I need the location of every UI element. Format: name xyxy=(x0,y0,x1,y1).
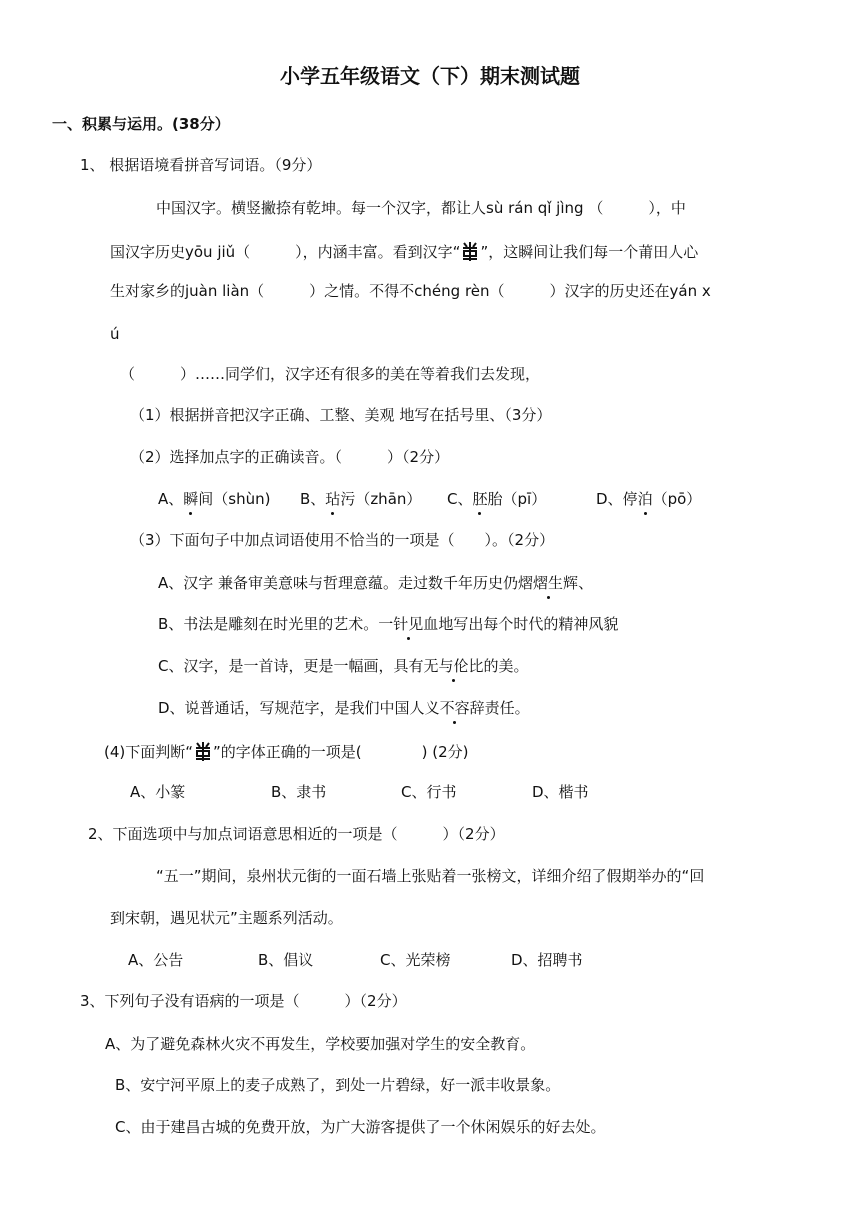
question-1-label: 1、 根据语境看拼音写词语。（9分） xyxy=(80,156,322,174)
question-3-option-c[interactable]: C、由于建昌古城的免费开放，为广大游客提供了一个休闲娱乐的好去处。 xyxy=(115,1118,606,1136)
page-title: 小学五年级语文（下）期末测试题 xyxy=(280,64,580,88)
sub-question-3: （3）下面句子中加点词语使用不恰当的一项是（ ）。（2分） xyxy=(130,531,555,549)
question-3-label: 3、下列句子没有语病的一项是（ ）（2分） xyxy=(80,992,407,1010)
sub-question-4-option-b[interactable]: B、隶书 xyxy=(271,783,327,801)
sub-question-4-end: ”的字体正确的一项是( ) (2分) xyxy=(213,743,469,761)
sub-question-2: （2）选择加点字的正确读音。（ ）（2分） xyxy=(130,448,450,466)
passage-line-2-start: 国汉字历史yōu jiǔ（ ），内涵丰富。看到汉字“ xyxy=(110,243,461,261)
question-2-label: 2、下面选项中与加点词语意思相近的一项是（ ）（2分） xyxy=(88,825,505,843)
passage-line-3: 生对家乡的juàn liàn（ ）之情。不得不chéng rèn（ ）汉字的历史还在yán x xyxy=(110,282,711,300)
dotted-phrase: 一针见血 xyxy=(378,615,439,633)
question-2-option-b[interactable]: B、倡议 xyxy=(258,951,314,969)
question-2-option-c[interactable]: C、光荣榜 xyxy=(380,951,451,969)
sub-question-3-option-d[interactable]: D、说普通话，写规范字，是我们中国人义不容辞责任。 xyxy=(158,699,530,717)
dotted-char: 瞬 xyxy=(183,490,199,508)
sub-question-2-option-b[interactable]: B、玷污（zhān） xyxy=(300,490,422,508)
question-2-option-d[interactable]: D、招聘书 xyxy=(511,951,583,969)
question-3-option-b[interactable]: B、安宁河平原上的麦子成熟了，到处一片碧绿，好一派丰收景象。 xyxy=(115,1076,561,1094)
question-3-option-a[interactable]: A、为了避免森林火灾不再发生，学校要加强对学生的安全教育。 xyxy=(105,1035,536,1053)
passage-line-5: （ ）……同学们，汉字还有很多的美在等着我们去发现， xyxy=(120,365,541,383)
sub-question-1: （1）根据拼音把汉字正确、工整、美观 地写在括号里、（3分） xyxy=(130,406,552,424)
question-2-passage-line-1: “五一”期间，泉州状元街的一面石墙上张贴着一张榜文，详细介绍了假期举办的“回 xyxy=(156,867,705,885)
sub-question-3-option-a[interactable]: A、汉字 兼备审美意味与哲理意蕴。走过数千年历史仍熠熠生辉、 xyxy=(158,574,594,592)
seal-script-character-icon xyxy=(461,240,479,262)
section-heading: 一、积累与运用。(38分） xyxy=(52,115,230,133)
passage-line-2 xyxy=(110,240,698,262)
dotted-phrase: 义不容辞 xyxy=(424,699,485,717)
passage-line-4: ú xyxy=(110,325,120,343)
dotted-char: 玷 xyxy=(325,490,341,508)
passage-line-2-end: ”，这瞬间让我们每一个莆田人心 xyxy=(480,243,699,261)
dotted-char: 泊 xyxy=(637,490,653,508)
sub-question-4-option-c[interactable]: C、行书 xyxy=(401,783,457,801)
sub-question-4-option-d[interactable]: D、楷书 xyxy=(532,783,589,801)
passage-line-1: 中国汉字。横竖撇捺有乾坤。每一个汉字，都让人sù rán qǐ jìng （ ），中 xyxy=(156,199,686,217)
sub-question-4 xyxy=(104,740,469,762)
sub-question-2-option-a[interactable]: A、瞬间（shùn) xyxy=(158,490,271,508)
dotted-phrase: 熠熠生辉 xyxy=(518,574,579,592)
sub-question-3-option-c[interactable]: C、汉字，是一首诗，更是一幅画，具有无与伦比的美。 xyxy=(158,657,529,675)
sub-question-2-option-c[interactable]: C、胚胎（pī） xyxy=(447,490,547,508)
question-2-option-a[interactable]: A、公告 xyxy=(128,951,184,969)
question-2-passage-line-2: 到宋朝，遇见状元”主题系列活动。 xyxy=(110,909,343,927)
sub-question-4-option-a[interactable]: A、小篆 xyxy=(130,783,186,801)
seal-script-character-icon xyxy=(194,740,212,762)
sub-question-4-start: (4)下面判断“ xyxy=(104,743,194,761)
dotted-phrase: 无与伦比 xyxy=(423,657,484,675)
dotted-char: 胚 xyxy=(472,490,488,508)
sub-question-3-option-b[interactable]: B、书法是雕刻在时光里的艺术。一针见血地写出每个时代的精神风貌 xyxy=(158,615,619,633)
sub-question-2-option-d[interactable]: D、停泊（pō） xyxy=(596,490,702,508)
